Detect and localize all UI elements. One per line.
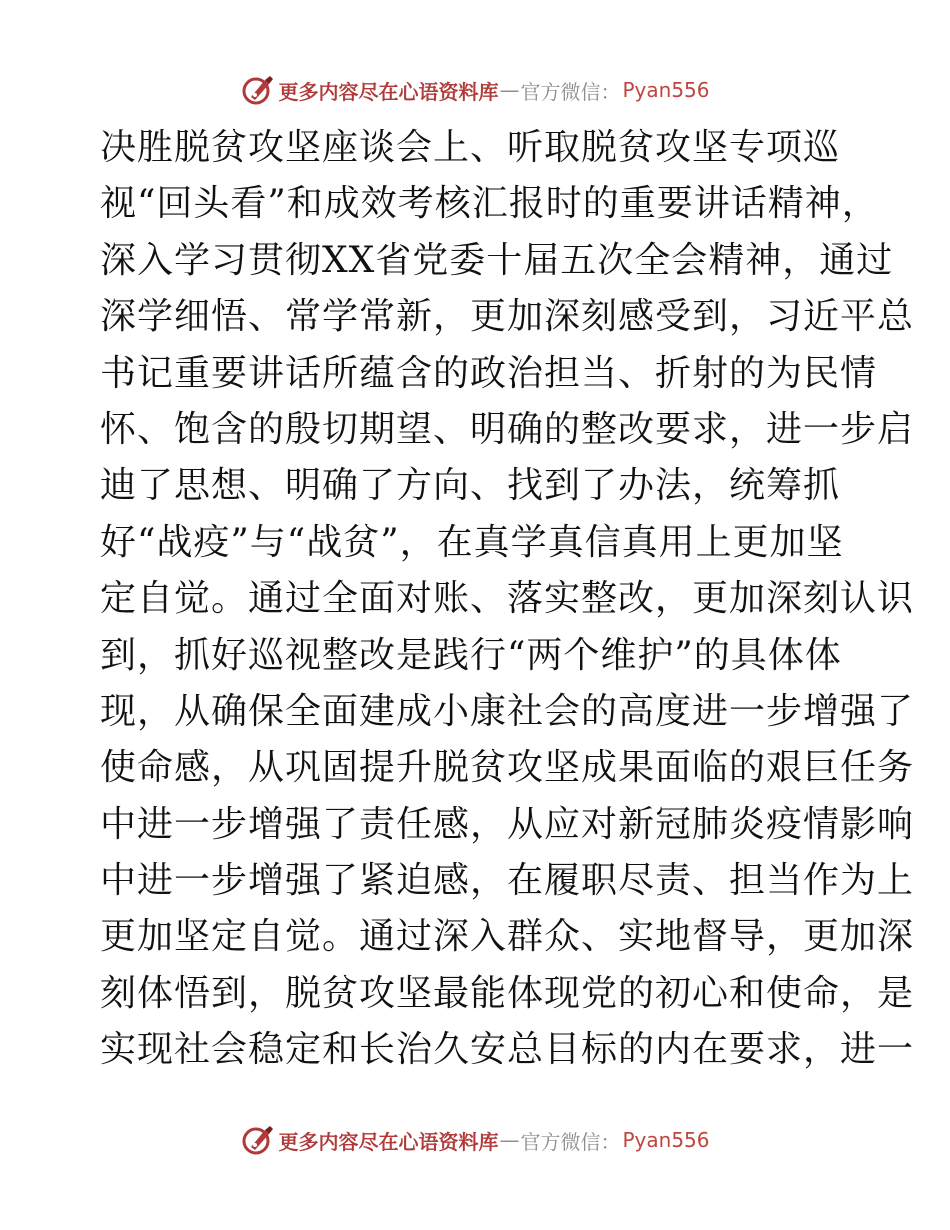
document-line: 到，抓好巡视整改是践行“两个维护”的具体体	[100, 634, 842, 676]
footer-separator: —	[499, 1128, 520, 1152]
header-separator: —	[499, 78, 520, 102]
document-line: 视“回头看”和成效考核汇报时的重要讲话精神，	[100, 183, 879, 225]
document-line: 使命感，从巩固提升脱贫攻坚成果面临的艰巨任务	[100, 747, 915, 789]
footer-official-label: 官方微信：	[520, 1129, 621, 1154]
document-line: 中进一步增强了紧迫感，在履职尽责、担当作为上	[100, 860, 915, 902]
pen-nib-logo-icon	[240, 1122, 276, 1158]
document-line: 实现社会稳定和长治久安总目标的内在要求，进一	[100, 1029, 915, 1071]
document-body	[100, 120, 915, 1079]
document-line: 深学细悟、常学常新，更加深刻感受到，习近平总	[100, 296, 915, 338]
document-line: 迪了思想、明确了方向、找到了办法，统筹抓	[100, 465, 841, 507]
document-line: 深入学习贯彻XX省党委十届五次全会精神，通过	[100, 239, 894, 281]
header-brand-text: 更多内容尽在心语资料库	[278, 79, 499, 104]
header-watermark-banner	[0, 70, 950, 110]
header-official-label: 官方微信：	[520, 79, 621, 104]
document-line: 好“战疫”与“战贫”，在真学真信真用上更加坚	[100, 521, 844, 563]
document-line: 刻体悟到，脱贫攻坚最能体现党的初心和使命，是	[100, 972, 915, 1014]
document-line: 现，从确保全面建成小康社会的高度进一步增强了	[100, 690, 915, 732]
footer-brand-text: 更多内容尽在心语资料库	[278, 1129, 499, 1154]
document-line: 怀、饱含的殷切期望、明确的整改要求，进一步启	[100, 408, 915, 450]
footer-watermark-banner	[0, 1120, 950, 1160]
header-account-id: Pyan556	[622, 78, 710, 102]
pen-nib-logo-icon	[240, 72, 276, 108]
document-line: 决胜脱贫攻坚座谈会上、听取脱贫攻坚专项巡	[100, 127, 841, 168]
document-line: 书记重要讲话所蕴含的政治担当、折射的为民情	[100, 352, 878, 394]
document-line: 定自觉。通过全面对账、落实整改，更加深刻认识	[100, 578, 915, 620]
document-line: 更加坚定自觉。通过深入群众、实地督导，更加深	[100, 916, 915, 958]
document-line: 中进一步增强了责任感，从应对新冠肺炎疫情影响	[100, 803, 915, 845]
footer-account-id: Pyan556	[622, 1128, 710, 1152]
